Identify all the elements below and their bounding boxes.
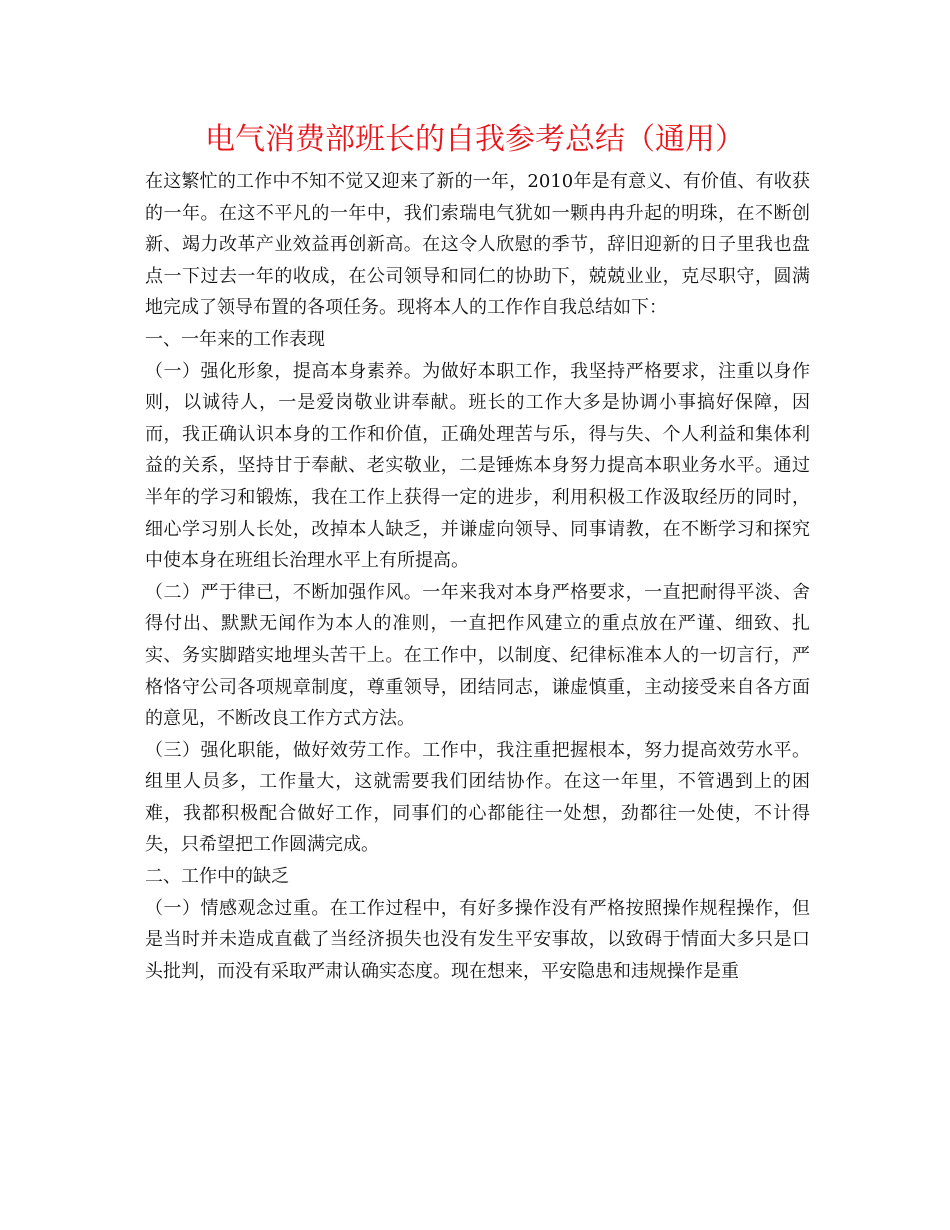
document-body: [145, 166, 810, 987]
section-heading-1: 一、一年来的工作表现: [145, 328, 325, 350]
paragraph-1-2: （二）严于律已，不断加强作风。一年来我对本身严格要求，一直把耐得平淡、舍得付出、默默无闻作为本人的准则，一直把作风建立的重点放在严谨、细致、扎实、务实脚踏实地埋头苦干上。在工作中，以制度、纪律标准本人的一切言行，严格恪守公司各项规章制度，尊重领导，团结同志，谦虚慎重，主动接受来自各方面的意见，不断改良工作方式方法。: [145, 581, 810, 730]
paragraph-1-1: （一）强化形象，提高本身素养。为做好本职工作，我坚持严格要求，注重以身作则，以诚待人，一是爱岗敬业讲奉献。班长的工作大多是协调小事搞好保障，因而，我正确认识本身的工作和价值，正确处理苦与乐，得与失、个人利益和集体利益的关系，坚持甘于奉献、老实敬业，二是锤炼本身努力提高本职业务水平。通过半年的学习和锻炼，我在工作上获得一定的进步，利用积极工作汲取经历的同时，细心学习别人长处，改掉本人缺乏，并谦虚向领导、同事请教，在不断学习和探究中使本身在班组长治理水平上有所提高。: [145, 360, 810, 572]
paragraph-2-1: （一）情感观念过重。在工作过程中，有好多操作没有严格按照操作规程操作，但是当时并未造成直截了当经济损失也没有发生平安事故，以致碍于情面大多只是口头批判，而没有采取严肃认确实态度。现在想来，平安隐患和违规操作是重: [145, 897, 810, 982]
document-title: 电气消费部班长的自我参考总结（通用）: [205, 122, 745, 157]
section-heading-2: 二、工作中的缺乏: [145, 866, 289, 888]
paragraph-1-3: （三）强化职能，做好效劳工作。工作中，我注重把握根本，努力提高效劳水平。组里人员多，工作量大，这就需要我们团结协作。在这一年里，不管遇到上的困难，我都积极配合做好工作，同事们的心都能往一处想，劲都往一处使，不计得失，只希望把工作圆满完成。: [145, 739, 810, 856]
paragraph-intro: 在这繁忙的工作中不知不觉又迎来了新的一年，2010年是有意义、有价值、有收获的一年。在这不平凡的一年中，我们索瑞电气犹如一颗冉冉升起的明珠，在不断创新、竭力改革产业效益再创新高。在这令人欣慰的季节，辞旧迎新的日子里我也盘点一下过去一年的收成，在公司领导和同仁的协助下，兢兢业业，克尽职守，圆满地完成了领导布置的各项任务。现将本人的工作作自我总结如下：: [145, 171, 810, 319]
